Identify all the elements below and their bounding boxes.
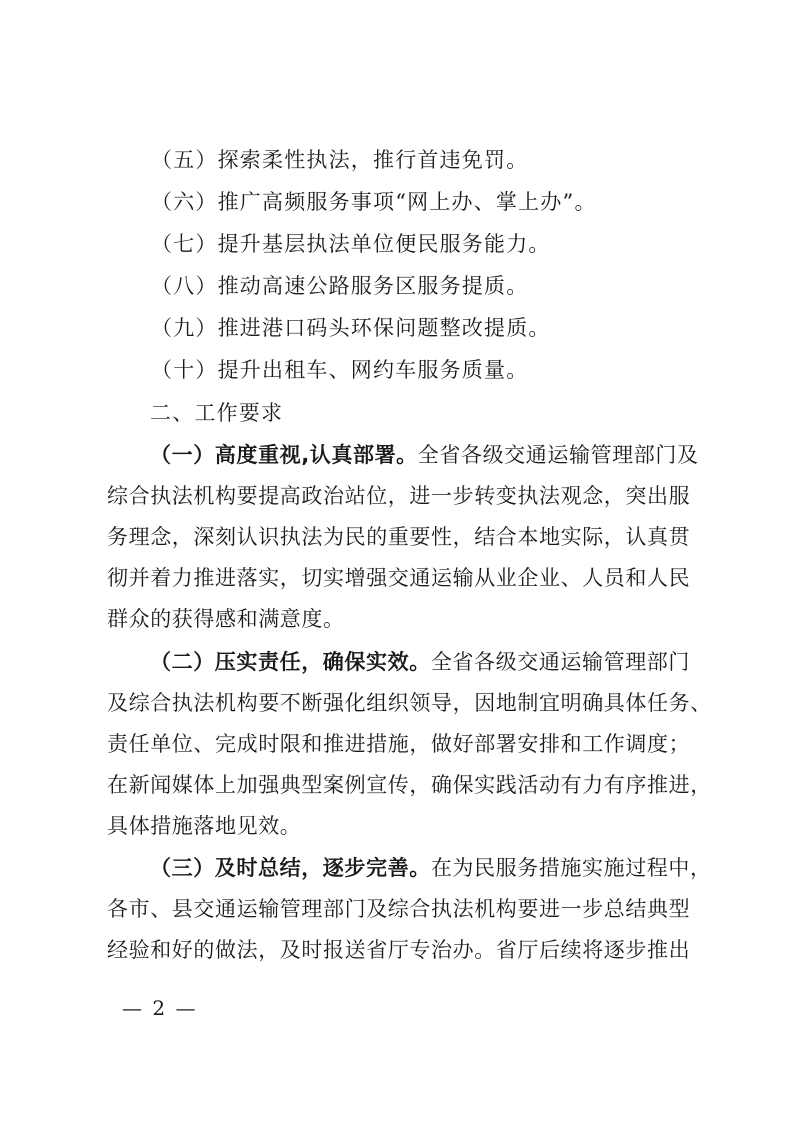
paragraph-2-lead: （二）压实责任，确保实效。 — [150, 650, 431, 674]
paragraph-2-line: 在新闻媒体上加强典型案例宣传，确保实践活动有力有序推进， — [107, 773, 712, 797]
paragraph-1-line: 群众的获得感和满意度。 — [107, 607, 345, 631]
paragraph-2-first-text: 全省各级交通运输管理部门 — [430, 650, 691, 674]
paragraph-3-first-text: 在为民服务措施实施过程中， — [430, 856, 712, 880]
paragraph-3-first-line — [150, 858, 712, 879]
page-number: — 2 — — [122, 996, 198, 1020]
list-item-6: （六）推广高频服务事项“网上办、掌上办”。 — [151, 190, 597, 214]
list-item-9: （九）推进港口码头环保问题整改提质。 — [151, 316, 551, 340]
paragraph-1-line: 彻并着力推进落实，切实增强交通运输从业企业、人员和人民 — [107, 566, 691, 590]
paragraph-2-line: 责任单位、完成时限和推进措施，做好部署安排和工作调度； — [107, 732, 691, 756]
paragraph-1-first-line — [150, 445, 699, 466]
paragraph-3-line: 各市、县交通运输管理部门及综合执法机构要进一步总结典型 — [107, 897, 691, 921]
paragraph-1-line: 务理念，深刻认识执法为民的重要性，结合本地实际，认真贯 — [107, 525, 691, 549]
paragraph-2-line: 及综合执法机构要不断强化组织领导，因地制宜明确具体任务、 — [107, 691, 712, 715]
paragraph-2-first-line — [150, 652, 690, 673]
list-item-7: （七）提升基层执法单位便民服务能力。 — [151, 232, 551, 256]
paragraph-2-line: 具体措施落地见效。 — [107, 814, 302, 838]
paragraph-1-first-text: 全省各级交通运输管理部门及 — [417, 443, 699, 467]
paragraph-3-line: 经验和好的做法，及时报送省厅专治办。省厅后续将逐步推出 — [107, 938, 691, 962]
section-heading: 二、工作要求 — [150, 401, 284, 425]
paragraph-1-line: 综合执法机构要提高政治站位，进一步转变执法观念，突出服 — [107, 484, 691, 508]
list-item-5: （五）探索柔性执法，推行首违免罚。 — [151, 148, 529, 172]
list-item-8: （八）推动高速公路服务区服务提质。 — [151, 274, 529, 298]
paragraph-3-lead: （三）及时总结，逐步完善。 — [150, 856, 431, 880]
list-item-10: （十）提升出租车、网约车服务质量。 — [151, 358, 529, 382]
paragraph-1-lead: （一）高度重视,认真部署。 — [150, 443, 418, 467]
